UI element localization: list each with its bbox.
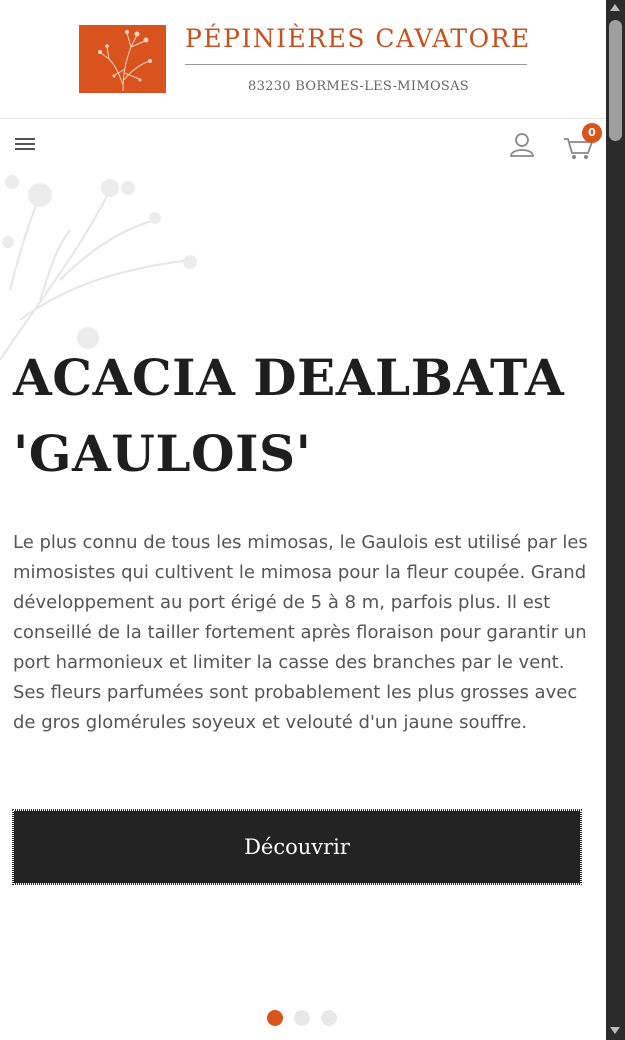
- brand-title[interactable]: PÉPINIÈRES CAVATORE: [185, 24, 531, 53]
- carousel-dot-1[interactable]: [267, 1010, 283, 1026]
- scrollbar-thumb[interactable]: [609, 20, 622, 141]
- carousel-dots: [267, 1010, 337, 1026]
- user-icon[interactable]: [508, 131, 536, 159]
- scroll-down-arrow-icon[interactable]: [610, 1027, 620, 1034]
- cart-button[interactable]: [562, 126, 596, 161]
- site-header: [0, 0, 606, 119]
- logo[interactable]: [79, 25, 166, 93]
- discover-button[interactable]: Découvrir: [13, 810, 581, 884]
- scrollbar[interactable]: [606, 0, 625, 1040]
- nav-bar: [0, 120, 606, 170]
- carousel-dot-2[interactable]: [294, 1010, 310, 1026]
- hero-title: ACACIA DEALBATA 'GAULOIS': [13, 348, 565, 483]
- cart-count-badge: 0: [582, 123, 602, 143]
- brand-location: 83230 BORMES-LES-MIMOSAS: [248, 79, 470, 94]
- hamburger-icon[interactable]: [15, 136, 35, 152]
- scroll-up-arrow-icon[interactable]: [610, 4, 620, 11]
- flower-logo-icon: [79, 25, 166, 93]
- hero-description: Le plus connu de tous les mimosas, le Gaulois est utilisé par les mimosistes qui cultivent le mimosa pour la fleur coupée. Grand développement au port érigé de 5 à 8 m, parfois plus. Il est conseillé de la tailler fortement après floraison pour garantir un port harmonieux et limiter la casse des branches par le vent. Ses fleurs parfumées sont probablement les plus grosses avec de gros glomérules soyeux et velouté d'un jaune souffre.: [13, 532, 588, 733]
- carousel-dot-3[interactable]: [321, 1010, 337, 1026]
- brand-divider: [185, 64, 527, 65]
